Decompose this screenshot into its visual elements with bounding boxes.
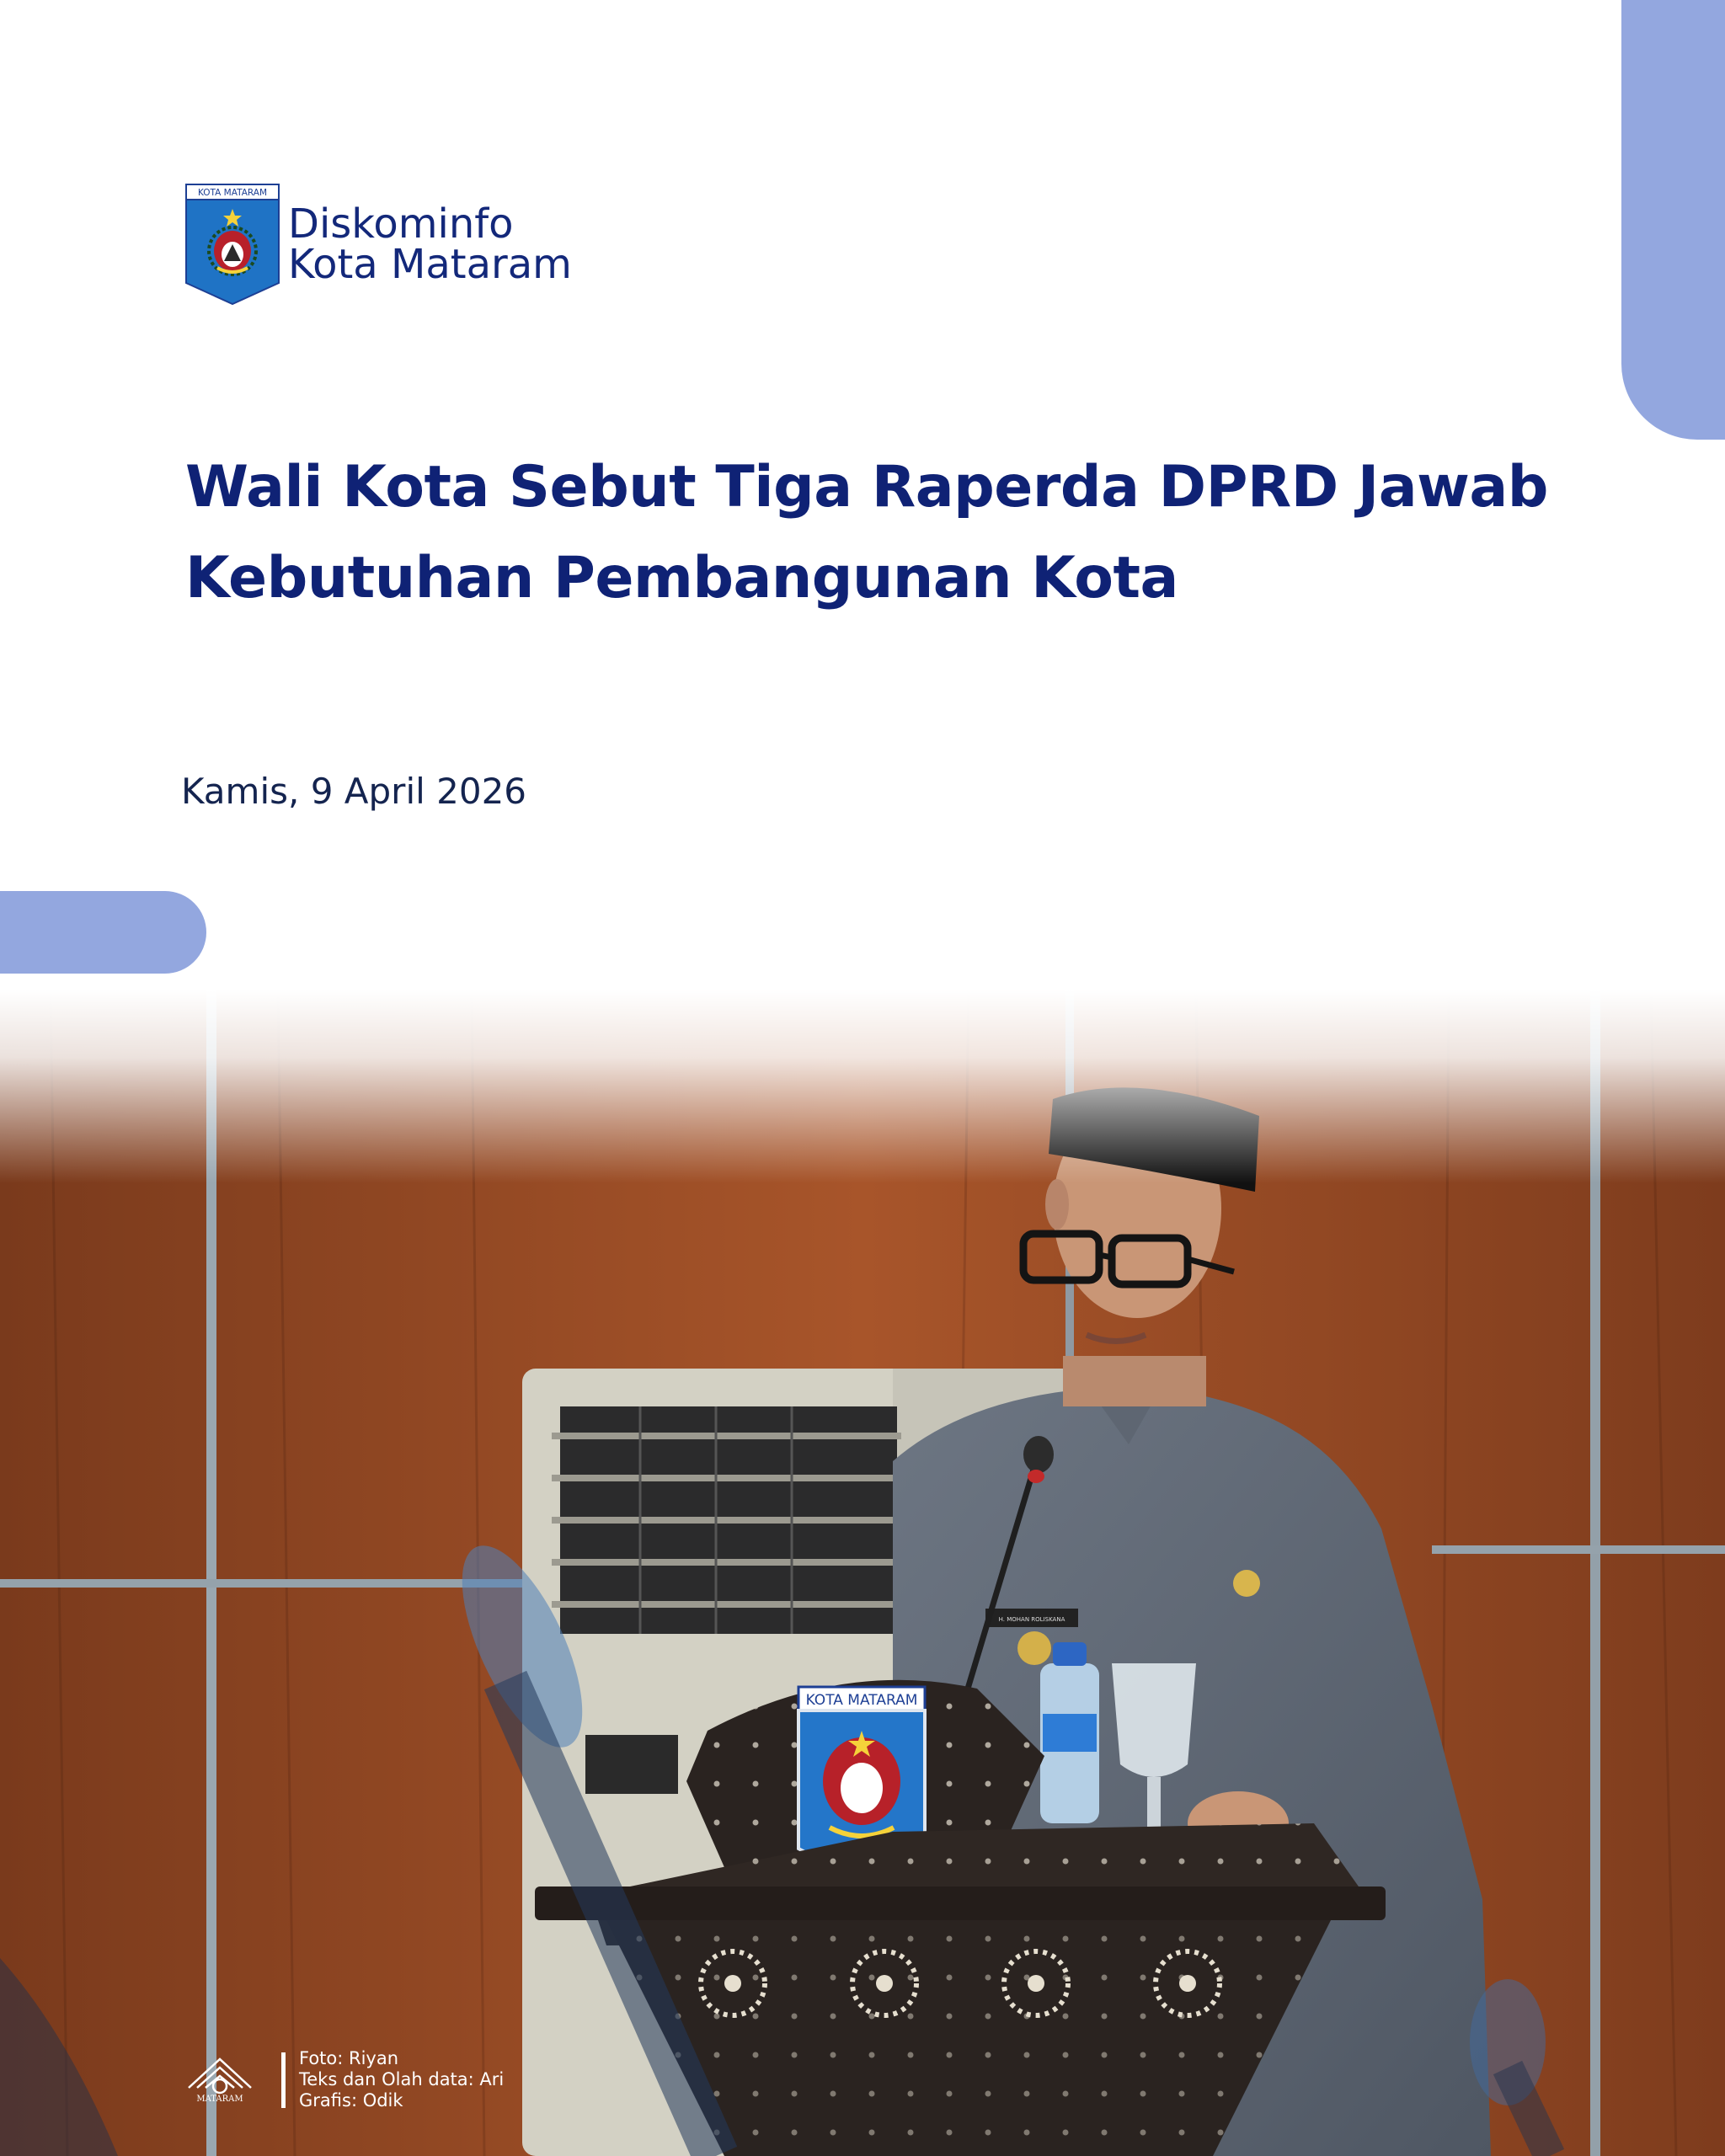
credits-block (184, 2048, 504, 2111)
brand-header (185, 184, 572, 305)
top-right-accent-shape (1621, 0, 1725, 440)
article-headline: Wali Kota Sebut Tiga Raperda DPRD Jawab Kebutuhan Pembangunan Kota (185, 454, 1548, 611)
org-name (288, 200, 572, 288)
credits-text (299, 2048, 504, 2111)
mataram-logo-text: MATARAM (196, 2094, 243, 2104)
credit-graphics: Grafis: Odik (299, 2090, 403, 2111)
mataram-logo-icon (184, 2054, 256, 2106)
org-name-line2: Kota Mataram (288, 241, 572, 288)
kota-mataram-emblem-icon (185, 184, 280, 305)
credits-divider (281, 2052, 286, 2108)
name-tag-text: H. MOHAN ROLISKANA (998, 1616, 1065, 1623)
emblem-label: KOTA MATARAM (197, 188, 268, 198)
org-name-line1: Diskominfo (288, 200, 514, 248)
photo-top-fade (0, 990, 1725, 1183)
news-photo (0, 990, 1725, 2156)
left-accent-pill (0, 891, 206, 974)
publish-date: Kamis, 9 April 2026 (181, 771, 527, 812)
credit-photo: Foto: Riyan (299, 2048, 399, 2068)
podium-emblem-label: KOTA MATARAM (805, 1692, 918, 1709)
credit-text: Teks dan Olah data: Ari (299, 2069, 505, 2089)
